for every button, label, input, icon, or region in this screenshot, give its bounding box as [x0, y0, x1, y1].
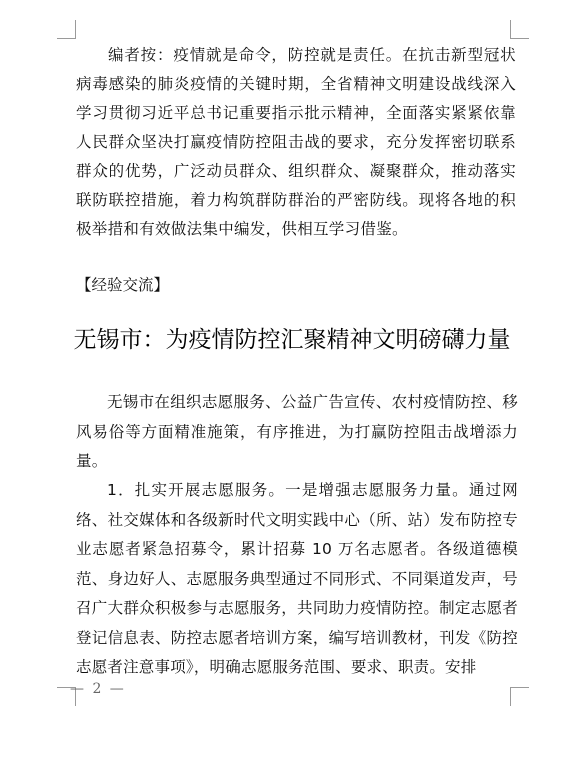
article-title: 无锡市：为疫情防控汇聚精神文明磅礴力量: [73, 327, 511, 353]
section-tag: 【经验交流】: [76, 276, 170, 294]
editor-note: 编者按：疫情就是命令，防控就是责任。在抗击新型冠状病毒感染的肺炎疫情的关键时期，全省精神文明建设战线深入学习贯彻习近平总书记重要指示批示精神，全面落实紧紧依靠人民群众坚决打赢疫情防控阻击战的要求，充分发挥密切联系群众的优势，广泛动员群众、组织群众、凝聚群众，推动落实联防联控措施，着力构筑群防群治的严密防线。现将各地的积极举措和有效做法集中编发，供相互学习借鉴。: [76, 46, 516, 238]
crop-mark-top-right: [510, 20, 529, 39]
page-number: — 2 —: [70, 681, 126, 697]
crop-mark-top-left: [57, 20, 76, 39]
body-paragraph-1: 无锡市在组织志愿服务、公益广告宣传、农村疫情防控、移风易俗等方面精准施策，有序推进，为打赢防控阻击战增添力量。: [76, 393, 518, 470]
crop-mark-bottom-right: [510, 687, 529, 706]
body-paragraph-2: 1．扎实开展志愿服务。一是增强志愿服务力量。通过网络、社交媒体和各级新时代文明实践中心（所、站）发布防控专业志愿者紧急招募令，累计招募 10 万名志愿者。各级道德模范、身边好人、志愿服务典型通过不同形式、不同渠道发声，号召广大群众积极参与志愿服务，共同助力疫情防控。制定志愿者登记信息表、防控志愿者培训方案，编写培训教材，刊发《防控志愿者注意事项》，明确志愿服务范围、要求、职责。安排: [76, 481, 518, 676]
